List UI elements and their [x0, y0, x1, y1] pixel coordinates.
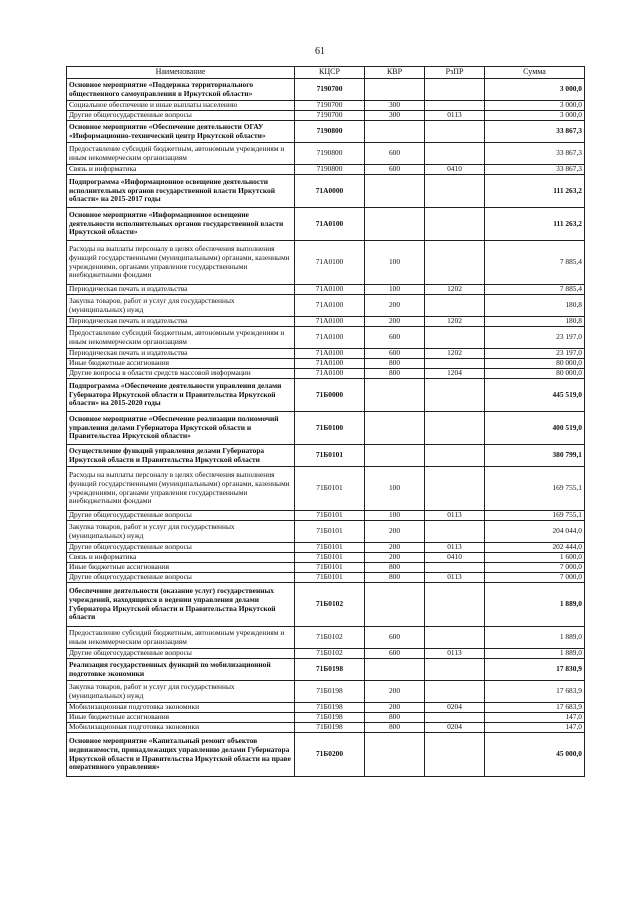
cell-rzpr	[425, 445, 485, 467]
table-row	[67, 317, 585, 327]
cell-kcsr: 71Б0101	[295, 573, 365, 583]
cell-sum: 7 000,0	[485, 573, 585, 583]
table-row	[67, 511, 585, 521]
cell-kvr: 100	[365, 285, 425, 295]
cell-kvr: 200	[365, 681, 425, 703]
cell-name: Расходы на выплаты персоналу в целях обеспечения выполнения функций государственными (муниципальными) органами, казенными учреждениями, органами управления государственными внебюджетными фондами	[67, 467, 295, 511]
cell-kvr: 200	[365, 543, 425, 553]
cell-name: Социальное обеспечение и иные выплаты населению	[67, 101, 295, 111]
cell-kcsr: 71А0100	[295, 295, 365, 317]
cell-rzpr	[425, 583, 485, 627]
cell-kvr: 800	[365, 713, 425, 723]
cell-kvr: 600	[365, 349, 425, 359]
cell-kvr: 600	[365, 327, 425, 349]
cell-kcsr: 7190800	[295, 121, 365, 143]
cell-name: Подпрограмма «Информационное освещение деятельности исполнительных органов государственной власти Иркутской области» на 2015-2017 годы	[67, 175, 295, 208]
cell-rzpr	[425, 659, 485, 681]
cell-rzpr: 0113	[425, 111, 485, 121]
cell-kcsr: 71Б0198	[295, 713, 365, 723]
cell-kcsr: 71Б0200	[295, 733, 365, 777]
cell-name: Другие вопросы в области средств массовой информации	[67, 369, 295, 379]
cell-rzpr	[425, 175, 485, 208]
cell-kcsr: 71Б0101	[295, 511, 365, 521]
cell-kcsr: 7190800	[295, 143, 365, 165]
table-row	[67, 79, 585, 101]
cell-sum: 17 683,9	[485, 703, 585, 713]
table-row	[67, 553, 585, 563]
cell-kcsr: 7190800	[295, 165, 365, 175]
header-name: Наименование	[67, 67, 295, 79]
cell-sum: 204 044,0	[485, 521, 585, 543]
cell-name: Реализация государственных функций по мобилизационной подготовке экономики	[67, 659, 295, 681]
cell-kcsr: 71А0100	[295, 359, 365, 369]
cell-kcsr: 71Б0102	[295, 627, 365, 649]
table-row	[67, 111, 585, 121]
cell-name: Связь и информатика	[67, 553, 295, 563]
table-row	[67, 241, 585, 285]
header-kvr: КВР	[365, 67, 425, 79]
table-row	[67, 412, 585, 445]
header-kcsr: КЦСР	[295, 67, 365, 79]
cell-kcsr: 7190700	[295, 111, 365, 121]
cell-rzpr: 0113	[425, 649, 485, 659]
cell-rzpr: 0113	[425, 511, 485, 521]
cell-name: Иные бюджетные ассигнования	[67, 713, 295, 723]
cell-kcsr: 71Б0101	[295, 543, 365, 553]
cell-kvr: 300	[365, 111, 425, 121]
cell-name: Другие общегосударственные вопросы	[67, 511, 295, 521]
cell-name: Осуществление функций управления делами Губернатора Иркутской области и Правительства Иркутской области	[67, 445, 295, 467]
cell-sum: 445 519,0	[485, 379, 585, 412]
cell-name: Периодическая печать и издательства	[67, 317, 295, 327]
cell-sum: 1 889,0	[485, 627, 585, 649]
table-header-row	[67, 67, 585, 79]
cell-name: Подпрограмма «Обеспечение деятельности управления делами Губернатора Иркутской области и Правительства Иркутской области» на 2015-2020 годы	[67, 379, 295, 412]
cell-name: Обеспечение деятельности (оказание услуг) государственных учреждений, находящихся в ведении управления делами Губернатора Иркутской области и Правительства Иркутской области	[67, 583, 295, 627]
cell-sum: 3 000,0	[485, 101, 585, 111]
cell-kvr: 200	[365, 317, 425, 327]
cell-rzpr	[425, 412, 485, 445]
cell-rzpr: 0410	[425, 165, 485, 175]
cell-name: Другие общегосударственные вопросы	[67, 649, 295, 659]
cell-kvr	[365, 379, 425, 412]
cell-kcsr: 71Б0101	[295, 553, 365, 563]
cell-sum: 1 889,0	[485, 583, 585, 627]
table-row	[67, 467, 585, 511]
cell-kcsr: 71А0100	[295, 241, 365, 285]
table-row	[67, 369, 585, 379]
cell-kvr: 200	[365, 703, 425, 713]
cell-name: Иные бюджетные ассигнования	[67, 359, 295, 369]
table-row	[67, 703, 585, 713]
cell-sum: 7 885,4	[485, 285, 585, 295]
table-row	[67, 521, 585, 543]
cell-kvr: 100	[365, 467, 425, 511]
cell-sum: 7 885,4	[485, 241, 585, 285]
cell-sum: 80 000,0	[485, 359, 585, 369]
header-sum: Сумма	[485, 67, 585, 79]
cell-rzpr: 1202	[425, 349, 485, 359]
cell-kcsr: 71Б0000	[295, 379, 365, 412]
cell-sum: 80 000,0	[485, 369, 585, 379]
cell-kvr: 200	[365, 521, 425, 543]
cell-kvr: 200	[365, 295, 425, 317]
cell-rzpr	[425, 627, 485, 649]
table-row	[67, 208, 585, 241]
cell-name: Закупка товаров, работ и услуг для государственных (муниципальных) нужд	[67, 521, 295, 543]
table-row	[67, 165, 585, 175]
cell-sum: 33 867,3	[485, 121, 585, 143]
cell-kcsr: 71Б0198	[295, 681, 365, 703]
cell-kcsr: 71Б0198	[295, 659, 365, 681]
cell-sum: 33 867,3	[485, 143, 585, 165]
cell-name: Мобилизационная подготовка экономики	[67, 723, 295, 733]
cell-name: Расходы на выплаты персоналу в целях обеспечения выполнения функций государственными (муниципальными) органами, казенными учреждениями, органами управления государственными внебюджетными фондами	[67, 241, 295, 285]
cell-sum: 202 444,0	[485, 543, 585, 553]
table-row	[67, 681, 585, 703]
cell-kcsr: 71Б0102	[295, 583, 365, 627]
cell-sum: 147,0	[485, 713, 585, 723]
cell-name: Периодическая печать и издательства	[67, 349, 295, 359]
cell-rzpr	[425, 713, 485, 723]
cell-name: Связь и информатика	[67, 165, 295, 175]
cell-name: Основное мероприятие «Поддержка территориального общественного самоуправления в Иркутской области»	[67, 79, 295, 101]
cell-name: Основное мероприятие «Капитальный ремонт объектов недвижимости, принадлежащих управлению делами Губернатора Иркутской области и Правительства Иркутской области на праве оперативного управления»	[67, 733, 295, 777]
cell-rzpr	[425, 733, 485, 777]
cell-sum: 1 600,0	[485, 553, 585, 563]
cell-rzpr: 1202	[425, 285, 485, 295]
cell-name: Другие общегосударственные вопросы	[67, 573, 295, 583]
table-row	[67, 627, 585, 649]
cell-rzpr	[425, 327, 485, 349]
budget-table	[66, 66, 585, 777]
cell-name: Предоставление субсидий бюджетным, автономным учреждениям и иным некоммерческим организациям	[67, 327, 295, 349]
cell-kvr: 100	[365, 241, 425, 285]
cell-kcsr: 71А0000	[295, 175, 365, 208]
cell-kcsr: 71А0100	[295, 327, 365, 349]
cell-kvr	[365, 208, 425, 241]
cell-kvr	[365, 79, 425, 101]
cell-kcsr: 71А0100	[295, 369, 365, 379]
cell-sum: 45 000,0	[485, 733, 585, 777]
table-row	[67, 379, 585, 412]
cell-sum: 17 830,9	[485, 659, 585, 681]
cell-sum: 111 263,2	[485, 175, 585, 208]
cell-rzpr	[425, 208, 485, 241]
table-row	[67, 121, 585, 143]
cell-rzpr	[425, 79, 485, 101]
header-rzpr: РзПР	[425, 67, 485, 79]
cell-name: Мобилизационная подготовка экономики	[67, 703, 295, 713]
cell-kvr: 200	[365, 553, 425, 563]
cell-rzpr	[425, 563, 485, 573]
cell-rzpr	[425, 295, 485, 317]
table-row	[67, 573, 585, 583]
cell-kvr: 600	[365, 143, 425, 165]
cell-kcsr: 71А0100	[295, 349, 365, 359]
cell-name: Основное мероприятие «Обеспечение реализации полномочий управления делами Губернатора Иркутской области и Правительства Иркутской области»	[67, 412, 295, 445]
cell-kvr: 800	[365, 573, 425, 583]
cell-sum: 180,8	[485, 317, 585, 327]
cell-sum: 33 867,3	[485, 165, 585, 175]
cell-kvr	[365, 412, 425, 445]
cell-kvr: 300	[365, 101, 425, 111]
cell-rzpr	[425, 521, 485, 543]
cell-sum: 169 755,1	[485, 467, 585, 511]
table-row	[67, 723, 585, 733]
cell-name: Другие общегосударственные вопросы	[67, 111, 295, 121]
cell-rzpr: 0113	[425, 543, 485, 553]
table-row	[67, 359, 585, 369]
cell-sum: 23 197,0	[485, 327, 585, 349]
cell-rzpr	[425, 467, 485, 511]
cell-kvr: 800	[365, 369, 425, 379]
table-row	[67, 327, 585, 349]
cell-kcsr: 71Б0198	[295, 703, 365, 713]
table-row	[67, 563, 585, 573]
cell-rzpr	[425, 241, 485, 285]
cell-kvr	[365, 659, 425, 681]
cell-name: Иные бюджетные ассигнования	[67, 563, 295, 573]
cell-name: Другие общегосударственные вопросы	[67, 543, 295, 553]
cell-rzpr	[425, 359, 485, 369]
cell-name: Закупка товаров, работ и услуг для государственных (муниципальных) нужд	[67, 295, 295, 317]
cell-rzpr: 0204	[425, 703, 485, 713]
cell-kvr: 800	[365, 563, 425, 573]
cell-kcsr: 71Б0101	[295, 521, 365, 543]
cell-name: Периодическая печать и издательства	[67, 285, 295, 295]
cell-rzpr	[425, 379, 485, 412]
cell-kcsr: 71А0100	[295, 317, 365, 327]
cell-sum: 111 263,2	[485, 208, 585, 241]
table-row	[67, 583, 585, 627]
cell-rzpr: 0113	[425, 573, 485, 583]
cell-kcsr: 71Б0101	[295, 467, 365, 511]
table-row	[67, 285, 585, 295]
table-row	[67, 445, 585, 467]
table-row	[67, 659, 585, 681]
cell-sum: 3 000,0	[485, 111, 585, 121]
cell-rzpr	[425, 101, 485, 111]
cell-kvr	[365, 583, 425, 627]
cell-kvr	[365, 445, 425, 467]
cell-rzpr: 0204	[425, 723, 485, 733]
cell-kvr: 600	[365, 649, 425, 659]
cell-name: Предоставление субсидий бюджетным, автономным учреждениям и иным некоммерческим организациям	[67, 627, 295, 649]
cell-name: Предоставление субсидий бюджетным, автономным учреждениям и иным некоммерческим организациям	[67, 143, 295, 165]
cell-kvr: 800	[365, 359, 425, 369]
cell-kcsr: 71Б0100	[295, 412, 365, 445]
cell-rzpr: 1202	[425, 317, 485, 327]
table-row	[67, 143, 585, 165]
cell-kcsr: 71Б0102	[295, 649, 365, 659]
cell-kcsr: 7190700	[295, 101, 365, 111]
cell-kvr: 600	[365, 627, 425, 649]
cell-sum: 147,0	[485, 723, 585, 733]
cell-sum: 1 889,0	[485, 649, 585, 659]
table-body	[67, 79, 585, 777]
cell-kcsr: 71А0100	[295, 285, 365, 295]
table-row	[67, 713, 585, 723]
cell-kcsr: 71Б0101	[295, 563, 365, 573]
cell-rzpr: 1204	[425, 369, 485, 379]
cell-kvr	[365, 121, 425, 143]
cell-kcsr: 7190700	[295, 79, 365, 101]
page-number: 61	[315, 46, 325, 57]
cell-kvr: 800	[365, 723, 425, 733]
table-row	[67, 733, 585, 777]
cell-name: Основное мероприятие «Информационное освещение деятельности исполнительных органов государственной власти Иркутской области»	[67, 208, 295, 241]
cell-kvr: 100	[365, 511, 425, 521]
cell-sum: 17 683,9	[485, 681, 585, 703]
cell-rzpr: 0410	[425, 553, 485, 563]
cell-rzpr	[425, 681, 485, 703]
cell-name: Основное мероприятие «Обеспечение деятельности ОГАУ «Информационно-технический центр Иркутской области»	[67, 121, 295, 143]
table-row	[67, 649, 585, 659]
cell-sum: 380 799,1	[485, 445, 585, 467]
table-row	[67, 543, 585, 553]
cell-sum: 180,8	[485, 295, 585, 317]
cell-rzpr	[425, 121, 485, 143]
table-row	[67, 175, 585, 208]
cell-rzpr	[425, 143, 485, 165]
cell-kvr: 600	[365, 165, 425, 175]
cell-kvr	[365, 175, 425, 208]
cell-kcsr: 71А0100	[295, 208, 365, 241]
cell-sum: 400 519,0	[485, 412, 585, 445]
cell-sum: 3 000,0	[485, 79, 585, 101]
cell-name: Закупка товаров, работ и услуг для государственных (муниципальных) нужд	[67, 681, 295, 703]
cell-sum: 23 197,0	[485, 349, 585, 359]
cell-kvr	[365, 733, 425, 777]
table-row	[67, 101, 585, 111]
cell-sum: 7 000,0	[485, 563, 585, 573]
cell-kcsr: 71Б0101	[295, 445, 365, 467]
cell-sum: 169 755,1	[485, 511, 585, 521]
table-row	[67, 349, 585, 359]
table-row	[67, 295, 585, 317]
cell-kcsr: 71Б0198	[295, 723, 365, 733]
